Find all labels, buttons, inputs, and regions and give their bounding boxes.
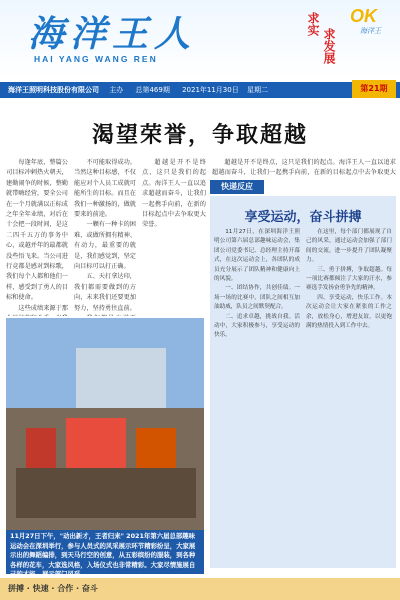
paragraph: 五、天打拿达印，我们都需要做到的方向，未来我们还要更加努力，坚持勇往直前。 [74,273,136,312]
photo-caption: 11月27日下午，"动出新才，王者归来" 2021年第六届总部趣味运动会在深圳举行，参与人员式的风采展示环节精彩纷呈，大家展示出的舞蹈编排，到天马行空的创意，从五彩缤纷的服装，到各种各样的花车，大家选风格，入场仪式也非常精彩。大家尽情施展自己的才能，展示部门风采。 [6,530,204,574]
slogan-2: 求发展 [322,28,336,64]
info-bar [0,82,400,98]
newspaper-title: 海洋王人 [28,13,197,55]
paragraph: 每逢年底，整篇公司目标冲刺热火朝天，建勤闹争的时候，整勤就带嗨经营，要全公司在一个月就满以正标成之年全年业绩，对后在十会把一段时间，是这二四千五万的事务中心，或越并年的最都就没些悟飞来。当公司进行竞都是感对到标歌，我们每个人都和他们一样，感受到了勇人的目标和使命。 [6,159,68,302]
paragraph: 二、追求卓越，挑战自我。活动中，大家积极参与，享受运动的快乐。 [214,313,300,339]
paragraph: 一、团结协作，共创佳绩。一场一场的比赛中，团队之间相互加油助威，队员之间默契配合。 [214,285,300,311]
paragraph: 这些成绩来源于那 [18,304,68,312]
news-column-left [214,228,300,568]
paragraph: 超越是开不是终点，这只是我们的起点。海洋王人一直以追求超越而奋斗，让我们一起携手向前，在新的目标起点中去争取更大 [212,159,396,177]
article-column-1 [6,158,68,316]
footer-slogan: 拼搏 · 快速 · 合作 · 奋斗 [0,578,400,600]
paragraph: 不可能取得成功。当然这种目标感，不仅能应对个人员工成就可能所生的目标。而且在我们一种激扬的，做就要来的前途。 [74,159,136,219]
issue-badge: 第21期 [352,80,396,98]
article-column-2 [74,158,136,316]
news-tag: 快递反应 [210,180,264,194]
issue-total: 总第469期 [135,86,170,94]
headline: 渴望荣誉，争取超越 [91,123,308,148]
ok-logo: OK [350,6,377,26]
slogan-1: 求实 [306,12,320,36]
paragraph: 三、勇于拼搏，争取超越。每一项比赛都倾注了大家的汗水，参赛选手发扬奋勇争先的精神。 [306,266,392,292]
issue-date: 2021年11月30日 [182,86,239,94]
news-title: 享受运动，奋斗拼搏 [244,210,362,225]
company-name: 海洋王照明科技股份有限公司 [8,86,99,94]
article-column-3 [142,158,206,316]
paragraph: 超越是开不是终点，这只是我们的起点。海洋王人一直以追求超越而奋斗，让我们一起携手向前，在新的目标起点中去争取更大荣誉。 [142,159,206,229]
news-column-right [306,228,392,568]
paragraph: 在这里，每个部门都展现了自己的风采，通过运动会加强了部门间的交流，进一步提升了团队凝聚力。 [306,229,392,264]
paragraph: 11月27日，在深圳海洋王照明公司第六届总部趣味运动会，集团公司党委书记、总经理主持开幕式，在这次运动会上，各团队的成员充分展示了团队精神和健康向上的风貌。 [214,229,300,283]
brand-logo-text: 海洋王 [360,27,381,35]
event-photo-illustration [6,318,204,530]
paragraph: 四、享受运动，快乐工作。本次运动会让大家在紧张的工作之余，放松身心，增进友谊，以更饱满的热情投入到工作中去。 [306,294,392,330]
paragraph [74,314,136,316]
host-label: 主办 [109,86,124,94]
event-photo [6,318,204,530]
paragraph: 一颗有一种卡的困难，或做所拥有精神、有动力，最重要的就是，我们感觉到，坚定向目标可以打正确。 [74,221,136,271]
article-column-4 [212,158,396,178]
newspaper-subtitle: HAI YANG WANG REN [34,54,158,64]
issue-weekday: 星期二 [246,86,268,94]
